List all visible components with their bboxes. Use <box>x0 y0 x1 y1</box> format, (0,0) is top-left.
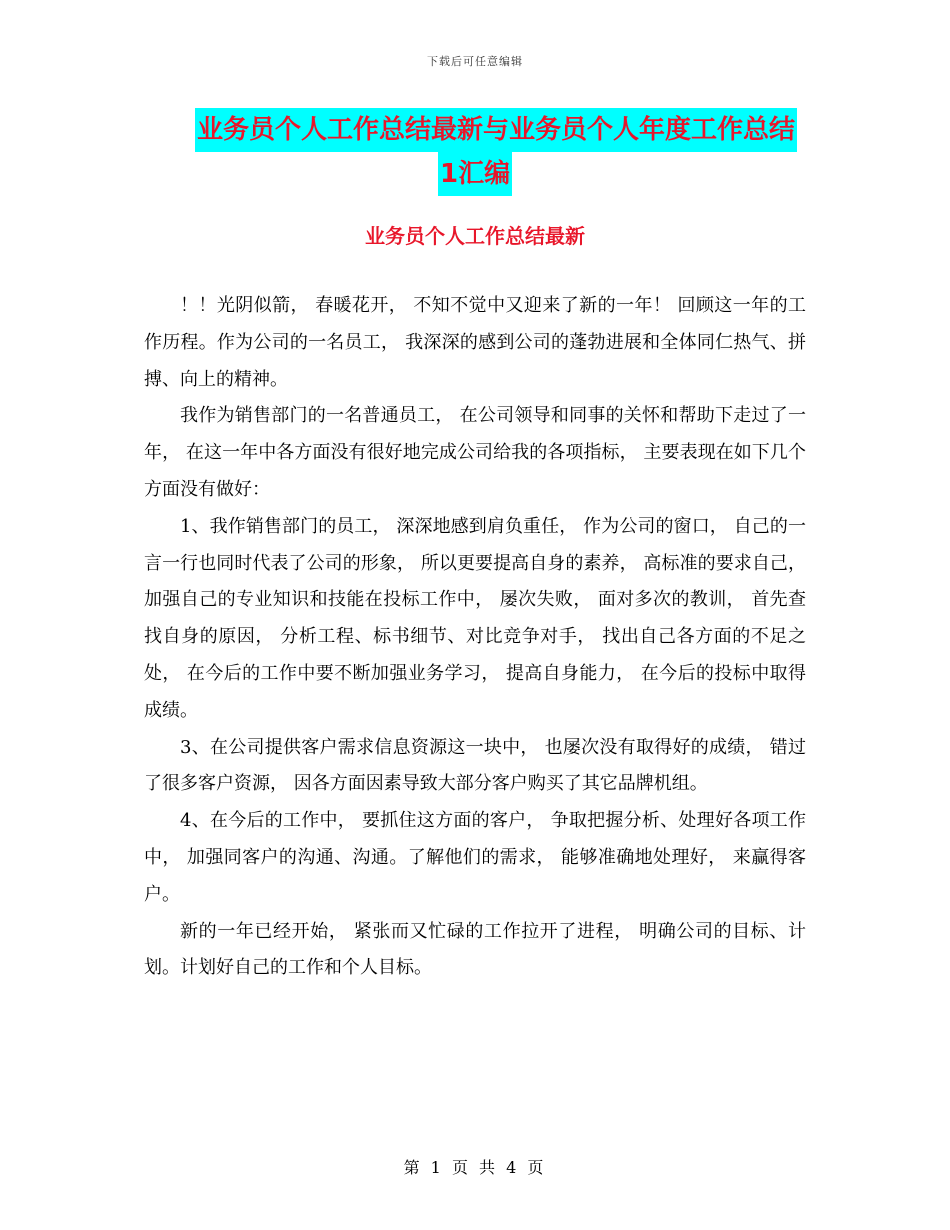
paragraph: 新的一年已经开始， 紧张而又忙碌的工作拉开了进程， 明确公司的目标、计划。计划好自己的工作和个人目标。 <box>144 920 806 979</box>
title-line-1: 业务员个人工作总结最新与业务员个人年度工作总结 <box>195 108 797 152</box>
page-footer: 第 1 页 共 4 页 <box>403 1158 547 1177</box>
title-line-2: 1汇编 <box>438 152 512 196</box>
header-note: 下载后可任意编辑 <box>427 55 523 68</box>
paragraph: 3、在公司提供客户需求信息资源这一块中， 也屡次没有取得好的成绩， 错过了很多客户资源， 因各方面因素导致大部分客户购买了其它品牌机组。 <box>144 736 806 795</box>
paragraph: 我作为销售部门的一名普通员工， 在公司领导和同事的关怀和帮助下走过了一年， 在这一年中各方面没有很好地完成公司给我的各项指标， 主要表现在如下几个方面没有做好： <box>144 405 806 500</box>
body-text <box>144 288 806 987</box>
paragraph: 1、我作销售部门的员工， 深深地感到肩负重任， 作为公司的窗口， 自己的一言一行也同时代表了公司的形象， 所以更要提高自身的素养， 高标准的要求自己， 加强自己的专业知识和技能在投标工作中， 屡次失败， 面对多次的教训， 首先查找自身的原因， 分析工程、标书细节、对比竞争对手， 找出自己各方面的不足之处， 在今后的工作中要不断加强业务学习， 提高自身能力， 在今后的投标中取得成绩。 <box>144 515 806 721</box>
section-heading: 业务员个人工作总结最新 <box>365 224 585 248</box>
paragraph: ！！光阴似箭， 春暖花开， 不知不觉中又迎来了新的一年！ 回顾这一年的工作历程。作为公司的一名员工， 我深深的感到公司的蓬勃进展和全体同仁热气、拼搏、向上的精神。 <box>144 295 806 390</box>
paragraph: 4、在今后的工作中， 要抓住这方面的客户， 争取把握分析、处理好各项工作中， 加强同客户的沟通、沟通。了解他们的需求， 能够准确地处理好， 来赢得客户。 <box>144 810 806 905</box>
